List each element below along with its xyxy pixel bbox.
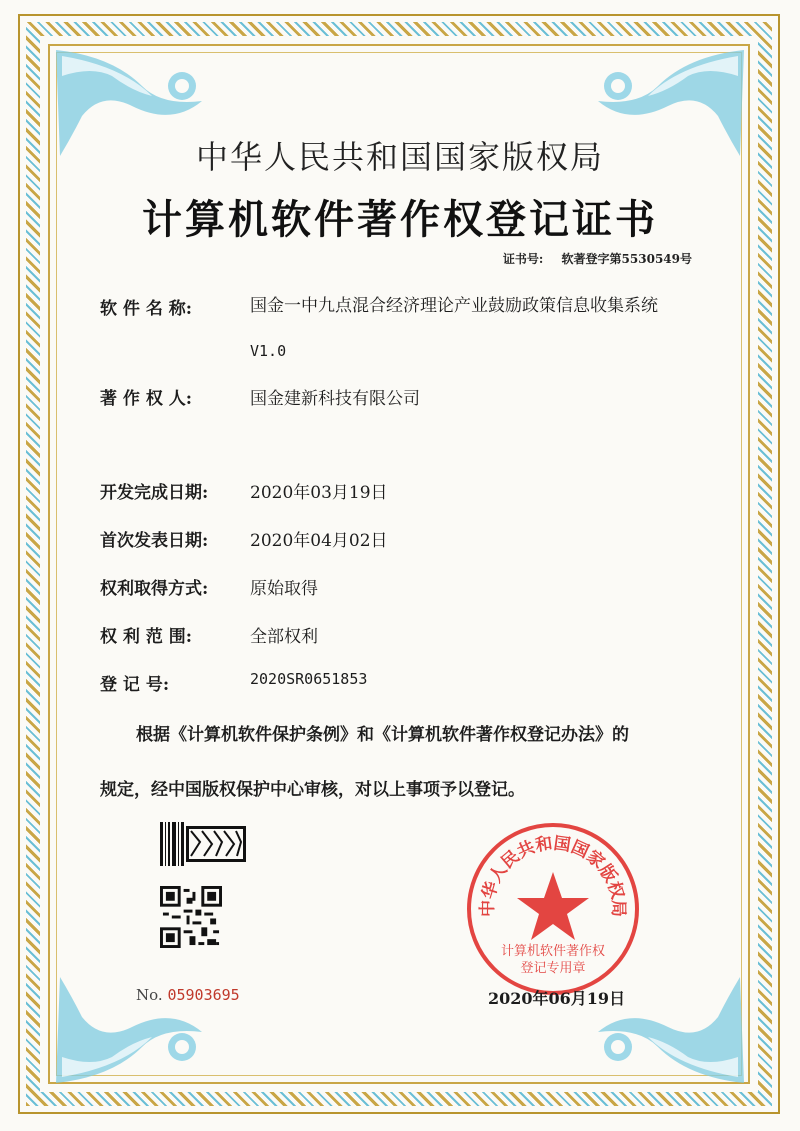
registration-number-row xyxy=(100,670,368,695)
dev-date-value: 2020年03月19日 xyxy=(250,483,388,503)
publish-date-row xyxy=(100,526,388,551)
publish-date-label: 首次发表日期: xyxy=(100,531,209,551)
rights-scope-row xyxy=(100,622,318,647)
software-name-row xyxy=(100,294,658,319)
barcode xyxy=(160,822,250,866)
seal-star-icon xyxy=(517,872,589,940)
dev-date-row xyxy=(100,478,388,503)
rights-scope-label: 权 利 范 围: xyxy=(100,627,193,647)
corner-ornament-bottom-left xyxy=(52,967,222,1087)
qr-code xyxy=(160,886,222,948)
office-title: 中华人民共和国国家版权局 xyxy=(195,138,604,176)
statement-line-1: 根据《计算机软件保护条例》和《计算机软件著作权登记办法》的 xyxy=(136,725,629,745)
certificate-number xyxy=(503,250,692,267)
serial-value: 05903695 xyxy=(167,986,240,1004)
owner-label: 著 作 权 人: xyxy=(100,389,193,409)
serial-number xyxy=(136,986,240,1004)
acquire-method-row xyxy=(100,574,318,599)
registration-number-value: 2020SR0651853 xyxy=(250,670,368,688)
software-name-value: 国金一中九点混合经济理论产业鼓励政策信息收集系统 xyxy=(250,296,658,316)
rights-scope-value: 全部权利 xyxy=(250,627,318,647)
publish-date-value: 2020年04月02日 xyxy=(250,531,388,551)
seal-center-line-2: 登记专用章 xyxy=(520,961,586,976)
cert-no-value: 软著登字第5530549号 xyxy=(561,252,692,266)
seal-ring-text: 中华人民共和国国家版权局 xyxy=(477,833,629,918)
owner-value: 国金建新科技有限公司 xyxy=(250,389,420,409)
issue-date: 2020年06月19日 xyxy=(488,989,626,1008)
software-name-label: 软 件 名 称: xyxy=(100,299,193,319)
software-version: V1.0 xyxy=(250,342,287,360)
dev-date-label: 开发完成日期: xyxy=(100,483,209,503)
owner-row xyxy=(100,384,420,409)
official-seal xyxy=(464,820,642,998)
acquire-method-label: 权利取得方式: xyxy=(100,579,209,599)
acquire-method-value: 原始取得 xyxy=(250,579,318,599)
registration-number-label: 登 记 号: xyxy=(100,675,170,695)
cert-no-label: 证书号: xyxy=(502,252,544,266)
serial-prefix: No. xyxy=(136,986,163,1004)
statement-line-2: 规定，经中国版权保护中心审核，对以上事项予以登记。 xyxy=(100,780,525,800)
seal-center-line-1: 计算机软件著作权 xyxy=(500,944,606,959)
certificate-title: 计算机软件著作权登记证书 xyxy=(142,196,658,243)
statement-paragraph xyxy=(100,708,710,818)
